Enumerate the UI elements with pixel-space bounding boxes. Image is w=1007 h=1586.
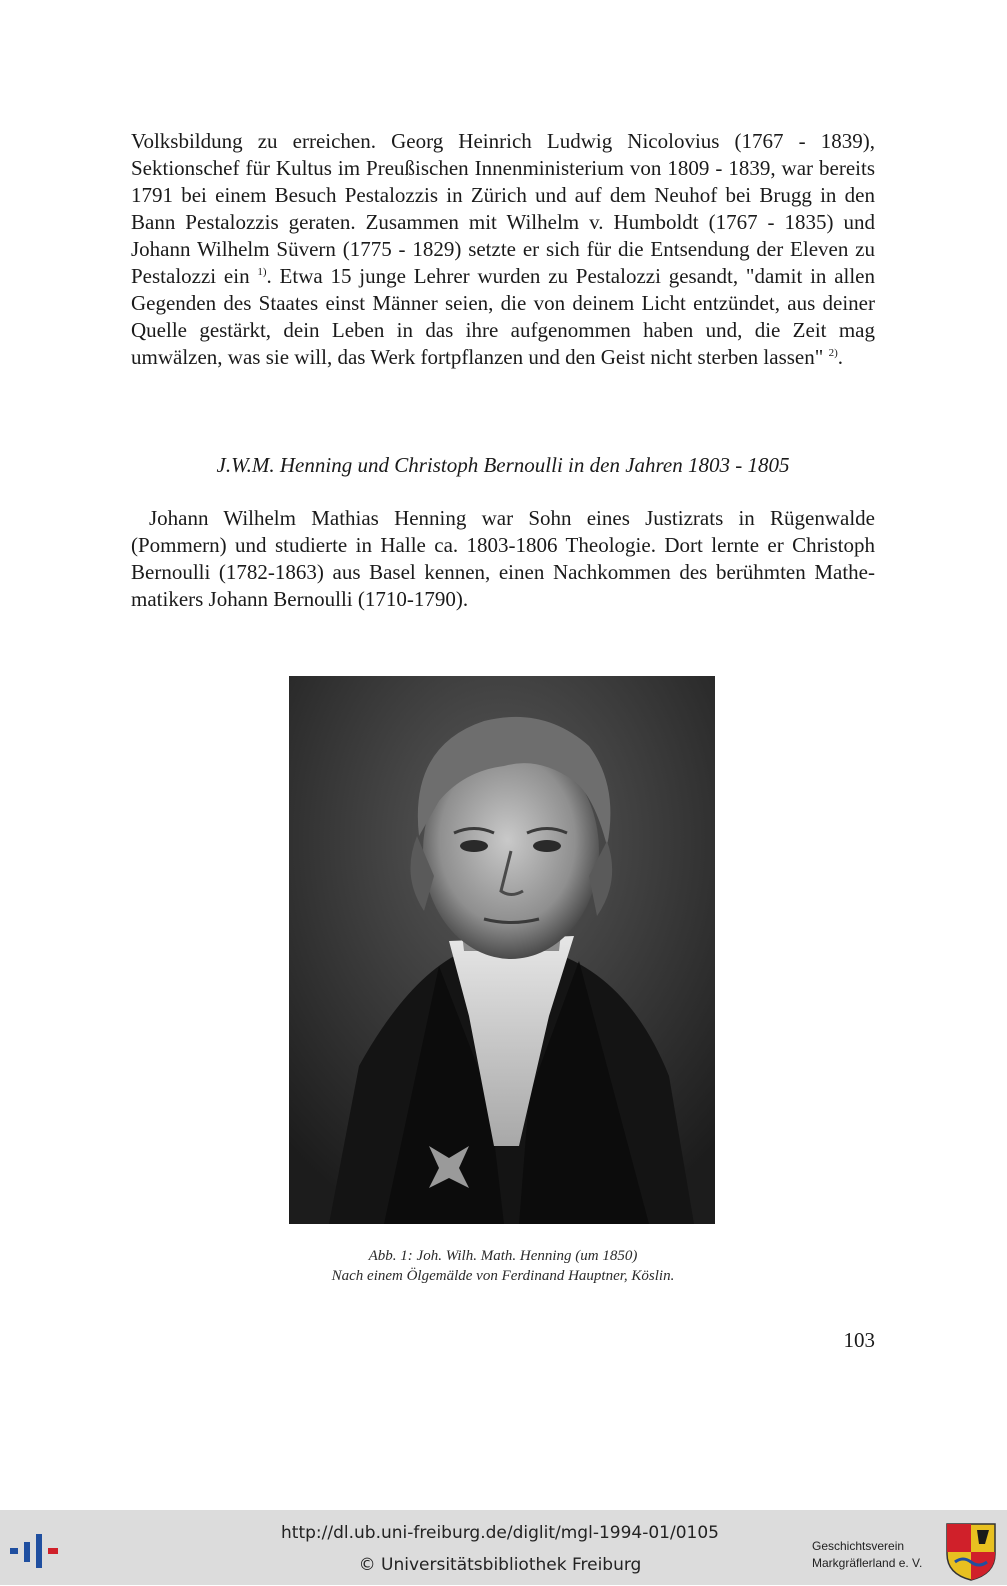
page-number: 103: [843, 1328, 875, 1352]
paragraph-text-a: Volksbildung zu erreichen. Georg Heinrich Ludwig Nicolovius (1767 - 1839), Sektionschef für Kultus im Preußischen Innenministerium von 1809 - 1839, war bereits 1791 bei einem Besuch Pestalozzis in Zürich und auf dem Neuhof bei Brugg in den Bann Pestalozzis geraten. Zusammen mit Wilhelm v. Humboldt (1767 - 1835) und Johann Wilhelm Süvern (1775 - 1829) setzte er sich für die Entsendung der Eleven zu Pestalozzi ein: [131, 129, 875, 288]
copyright-notice: © Universitätsbibliothek Freiburg: [358, 1555, 642, 1575]
paragraph-text-b: . Etwa 15 junge Lehrer wurden zu Pestalozzi gesandt, "damit in allen Gegenden des Staates einst Männer seien, die von deinem Licht entzündet, aus deiner Quelle gestärkt, dein Leben in das ihre aufgenommen haben und, die Zeit mag umwälzen, was sie will, das Werk fortpflanzen und den Geist nicht sterben lassen": [131, 264, 875, 369]
society-name-line-1: Geschichtsverein: [812, 1539, 905, 1553]
footer-bar: [0, 1510, 1007, 1585]
paragraph-henning: Johann Wilhelm Mathias Henning war Sohn eines Justizrats in Rügenwalde (Pommern) und studierte in Halle ca. 1803-1806 Theologie. Dort lernte er Christoph Bernoulli (1782-1863) aus Basel kennen, einen Nachkommen des berühmten Mathematikers Johann Bernoulli (1710-1790).: [131, 506, 875, 611]
caption-line-1: Abb. 1: Joh. Wilh. Math. Henning (um 1850): [368, 1248, 638, 1264]
society-name-line-2: Markgräflerland e. V.: [812, 1556, 923, 1570]
section-heading: J.W.M. Henning und Christoph Bernoulli in den Jahren 1803 - 1805: [216, 453, 790, 477]
paragraph-nicolovius: [131, 128, 875, 371]
document-url-link[interactable]: http://dl.ub.uni-freiburg.de/diglit/mgl-1994-01/0105: [281, 1523, 719, 1543]
coat-of-arms-icon: [945, 1522, 997, 1582]
figure-caption: [131, 1246, 875, 1286]
library-logo-icon: [8, 1532, 64, 1570]
portrait-drawing: [289, 676, 715, 1224]
caption-line-2: Nach einem Ölgemälde von Ferdinand Hauptner, Köslin.: [331, 1268, 675, 1284]
footnote-ref-1: 1): [257, 266, 267, 278]
footnote-ref-2: 2): [828, 347, 838, 359]
paragraph-text-c: .: [837, 345, 843, 369]
portrait-image: [289, 676, 715, 1224]
society-name: [812, 1538, 942, 1572]
